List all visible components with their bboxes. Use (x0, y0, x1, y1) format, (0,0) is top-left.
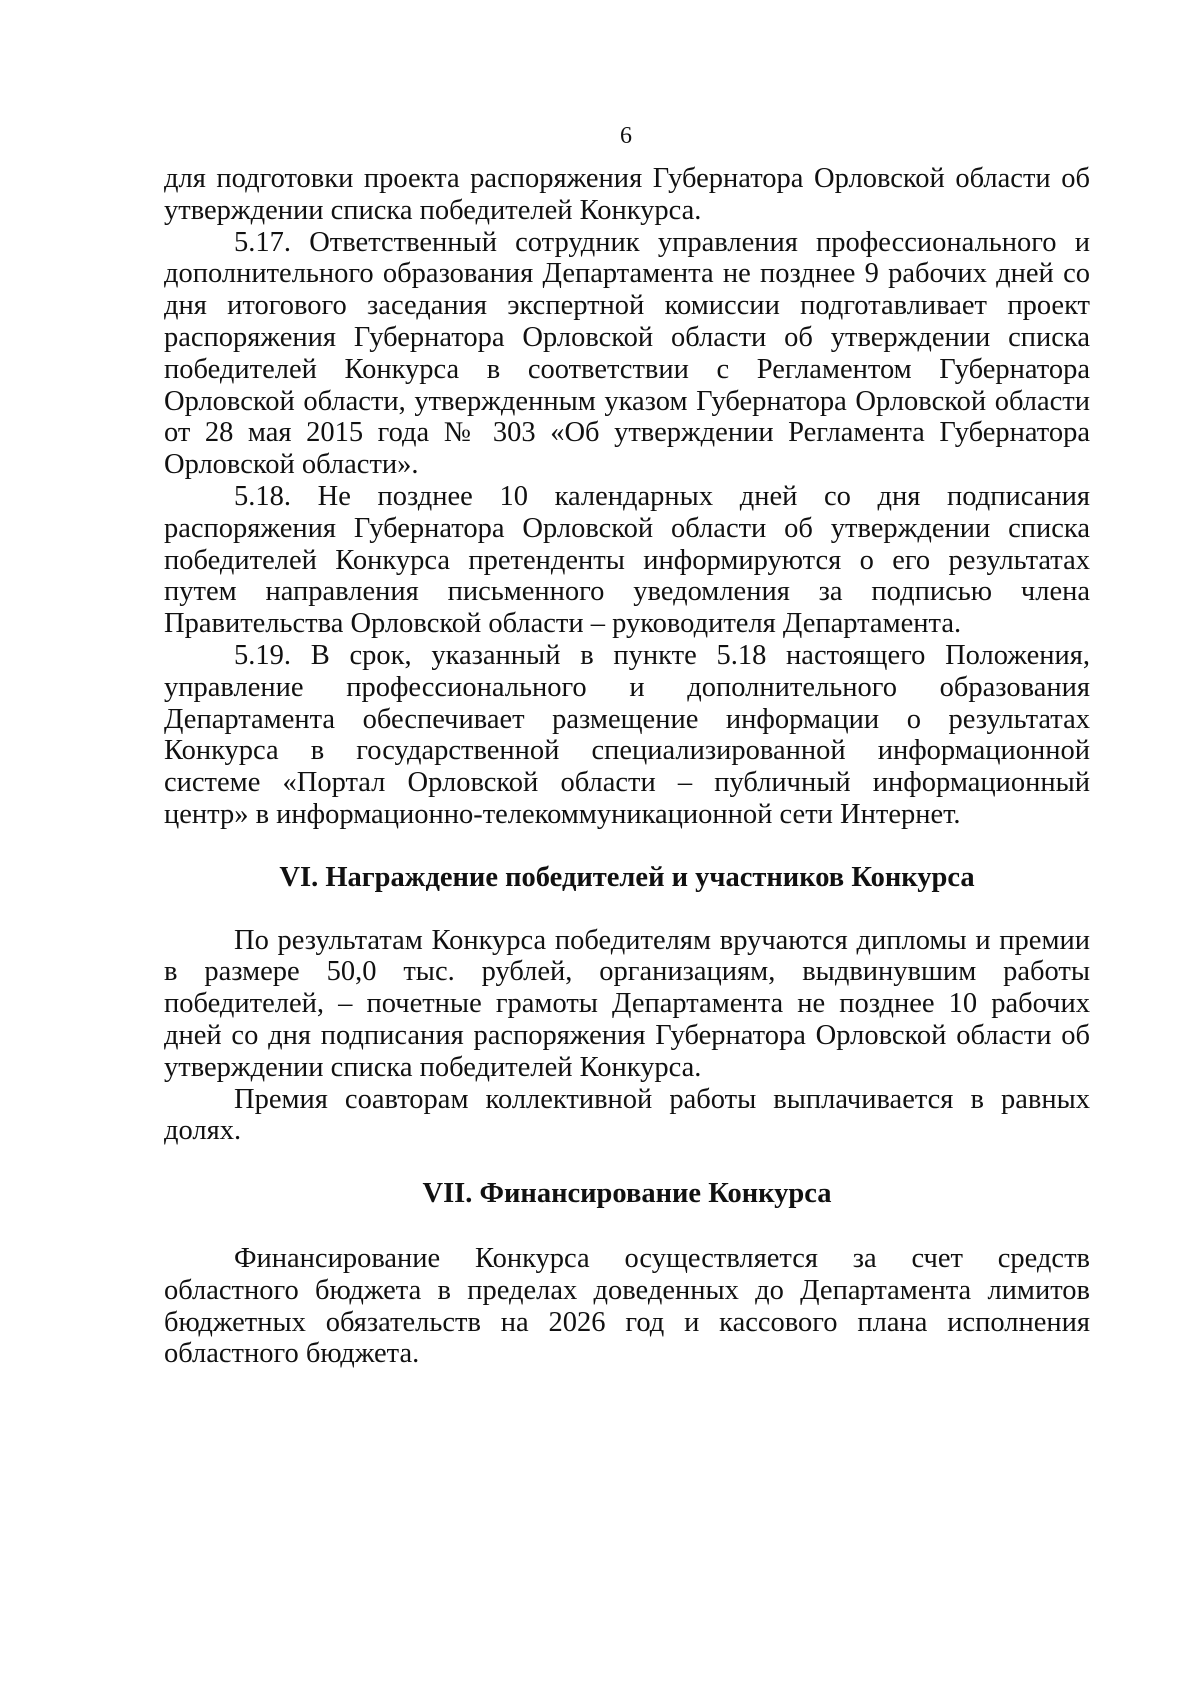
paragraph-5-17: 5.17. Ответственный сотрудник управления профессионального и дополнительного образования Департамента не позднее 9 рабочих дней со дня итогового заседания экспертной комиссии подготавливает проект распоряжения Губернатора Орловской области об утверждении списка победителей Конкурса в соответствии с Регламентом Губернатора Орловской области, утвержденным указом Губернатора Орловской области от 28 мая 2015 года № 303 «Об утверждении Регламента Губернатора Орловской области». (164, 226, 1090, 481)
paragraph-continuation: для подготовки проекта распоряжения Губернатора Орловской области об утверждении списка победителей Конкурса. (164, 163, 1090, 226)
paragraph-financing: Финансирование Конкурса осуществляется за счет средств областного бюджета в пределах доведенных до Департамента лимитов бюджетных обязательств на 2026 год и кассового плана исполнения областного бюджета. (164, 1242, 1090, 1370)
paragraph-5-19: 5.19. В срок, указанный в пункте 5.18 настоящего Положения, управление профессионального и дополнительного образования Департамента обеспечивает размещение информации о результатах Конкурса в государственной специализированной информационной системе «Портал Орловской области – публичный информационный центр» в информационно-телекоммуникационной сети Интернет. (164, 639, 1090, 830)
section-heading-awards: VI. Награждение победителей и участников Конкурса (279, 861, 975, 893)
document-body (164, 163, 1090, 1370)
section-heading-financing: VII. Финансирование Конкурса (422, 1178, 832, 1210)
page-number: 6 (620, 123, 632, 149)
paragraph-coauthors-prize: Премия соавторам коллективной работы выплачивается в равных долях. (164, 1083, 1090, 1147)
paragraph-5-18: 5.18. Не позднее 10 календарных дней со дня подписания распоряжения Губернатора Орловской области об утверждении списка победителей Конкурса претенденты информируются о его результатах путем направления письменного уведомления за подписью члена Правительства Орловской области – руководителя Департамента. (164, 480, 1090, 640)
paragraph-awards: По результатам Конкурса победителям вручаются дипломы и премии в размере 50,0 тыс. рублей, организациям, выдвинувшим работы победителей, – почетные грамоты Департамента не позднее 10 рабочих дней со дня подписания распоряжения Губернатора Орловской области об утверждении списка победителей Конкурса. (164, 924, 1090, 1083)
